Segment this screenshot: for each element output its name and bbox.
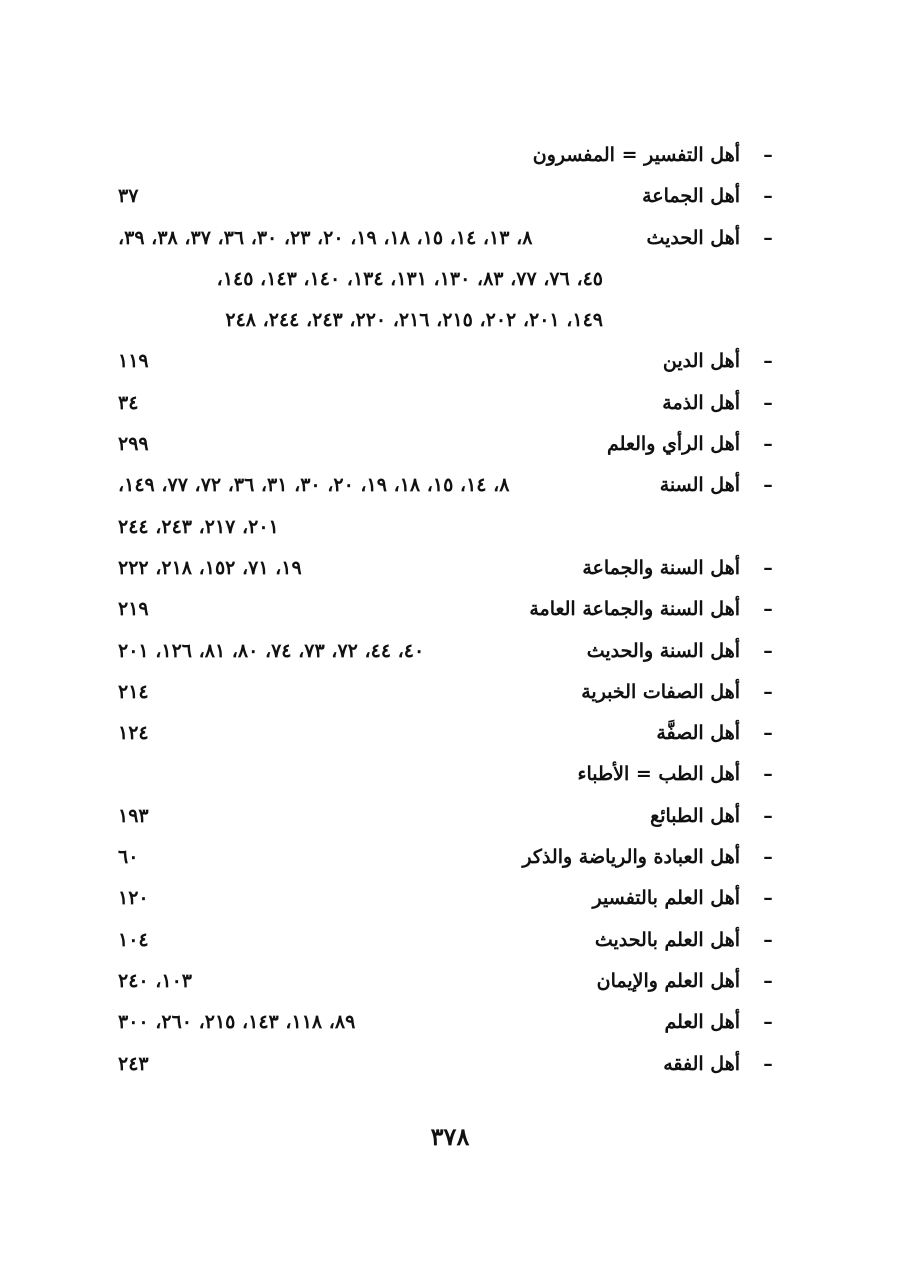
entry-line xyxy=(118,631,778,672)
entry-line xyxy=(118,837,778,878)
index-entries xyxy=(118,135,778,1085)
entry-line xyxy=(118,878,778,919)
entry-term: أهل العلم بالتفسير xyxy=(592,887,740,910)
index-entry xyxy=(118,920,778,961)
entry-page-numbers: ١١٩ xyxy=(118,350,149,373)
entry-dash: – xyxy=(763,804,773,827)
entry-term: أهل السنة والحديث xyxy=(586,639,740,662)
entry-line xyxy=(118,589,778,630)
entry-dash: – xyxy=(763,887,773,910)
entry-line xyxy=(118,548,778,589)
index-entry xyxy=(118,754,778,795)
entry-line xyxy=(118,341,778,382)
entry-dash: – xyxy=(763,474,773,497)
index-entry xyxy=(118,961,778,1002)
entry-page-numbers: ٦٠ xyxy=(118,846,139,869)
index-entry xyxy=(118,341,778,382)
entry-dash: – xyxy=(763,433,773,456)
entry-dash: – xyxy=(763,185,773,208)
entry-dash: – xyxy=(763,763,773,786)
index-entry xyxy=(118,1044,778,1085)
entry-dash: – xyxy=(763,144,773,166)
index-entry xyxy=(118,465,778,548)
index-entry xyxy=(118,548,778,589)
entry-page-numbers: ١٢٠ xyxy=(118,887,149,910)
entry-term: أهل الصفَّة xyxy=(656,722,740,745)
index-entry xyxy=(118,672,778,713)
index-entry xyxy=(118,589,778,630)
index-entry xyxy=(118,176,778,217)
entry-page-numbers: ١٩٣ xyxy=(118,804,149,827)
entry-dash: – xyxy=(763,226,773,249)
entry-term: أهل الطب = الأطباء xyxy=(577,763,740,786)
entry-term: أهل الطبائع xyxy=(650,804,740,827)
entry-line xyxy=(118,424,778,465)
entry-dash: – xyxy=(763,350,773,373)
entry-page-numbers: ٢١٤ xyxy=(118,680,149,703)
entry-term: أهل السنة xyxy=(659,474,740,497)
entry-line xyxy=(118,383,778,424)
entry-page-numbers: ٨٩، ١١٨، ١٤٣، ٢١٥، ٢٦٠، ٣٠٠ xyxy=(118,1011,356,1034)
entry-term: أهل الحديث xyxy=(646,226,740,249)
index-entry xyxy=(118,424,778,465)
index-entry xyxy=(118,135,778,176)
entry-page-numbers: ٢١٩ xyxy=(118,598,149,621)
index-entry xyxy=(118,837,778,878)
entry-page-numbers: ٢٠١، ٢١٧، ٢٤٣، ٢٤٤ xyxy=(118,515,279,538)
entry-term: أهل العلم بالحديث xyxy=(594,928,740,951)
entry-page-numbers: ٤٠، ٤٤، ٧٢، ٧٣، ٧٤، ٨٠، ٨١، ١٢٦، ٢٠١ xyxy=(118,639,425,662)
index-entry xyxy=(118,1002,778,1043)
entry-term: أهل الجماعة xyxy=(642,185,740,208)
entry-page-numbers: ١٠٤ xyxy=(118,928,149,951)
entry-line xyxy=(118,1002,778,1043)
entry-line xyxy=(118,1044,778,1085)
entry-line xyxy=(118,754,778,795)
entry-term: أهل الصفات الخبرية xyxy=(581,680,740,703)
entry-term: أهل السنة والجماعة xyxy=(582,556,740,579)
entry-line xyxy=(118,465,778,506)
entry-page-numbers: ٨، ١٣، ١٤، ١٥، ١٨، ١٩، ٢٠، ٢٣، ٣٠، ٣٦، ٣٧، ٣٨، ٣٩، xyxy=(118,226,533,249)
entry-line xyxy=(118,713,778,754)
index-entry xyxy=(118,878,778,919)
entry-term: أهل السنة والجماعة العامة xyxy=(529,598,740,621)
entry-dash: – xyxy=(763,1052,773,1075)
entry-line xyxy=(118,218,778,259)
entry-term: أهل العبادة والرياضة والذكر xyxy=(522,846,740,869)
entry-continuation-line xyxy=(118,507,778,548)
entry-page-numbers: ٤٥، ٧٦، ٧٧، ٨٣، ١٣٠، ١٣١، ١٣٤، ١٤٠، ١٤٣، ١٤٥، xyxy=(216,267,603,290)
entry-page-numbers: ٢٩٩ xyxy=(118,433,149,456)
entry-dash: – xyxy=(763,969,773,992)
page-number: ٣٧٨ xyxy=(430,1122,470,1151)
index-entry xyxy=(118,796,778,837)
entry-dash: – xyxy=(763,556,773,579)
entry-page-numbers: ١٤٩، ٢٠١، ٢٠٢، ٢١٥، ٢١٦، ٢٢٠، ٢٤٣، ٢٤٤، ٢٤٨ xyxy=(225,309,603,332)
entry-term: أهل الفقه xyxy=(663,1052,740,1075)
entry-dash: – xyxy=(763,1011,773,1034)
entry-page-numbers: ١٠٣، ٢٤٠ xyxy=(118,969,192,992)
entry-page-numbers: ١٩، ٧١، ١٥٢، ٢١٨، ٢٢٢ xyxy=(118,556,302,579)
entry-term: أهل الرأي والعلم xyxy=(607,433,740,456)
entry-page-numbers: ٨، ١٤، ١٥، ١٨، ١٩، ٢٠، ٣٠، ٣١، ٣٦، ٧٢، ٧٧، ١٤٩، xyxy=(118,474,510,497)
entry-dash: – xyxy=(763,598,773,621)
entry-term: أهل العلم xyxy=(664,1011,740,1034)
entry-continuation-line xyxy=(118,300,778,341)
entry-line xyxy=(118,135,778,176)
entry-dash: – xyxy=(763,928,773,951)
entry-page-numbers: ١٢٤ xyxy=(118,722,149,745)
entry-term: أهل الذمة xyxy=(662,391,740,414)
entry-line xyxy=(118,176,778,217)
entry-dash: – xyxy=(763,639,773,662)
entry-dash: – xyxy=(763,680,773,703)
entry-dash: – xyxy=(763,722,773,745)
entry-page-numbers: ٢٤٣ xyxy=(118,1052,149,1075)
index-entry xyxy=(118,218,778,342)
entry-term: أهل العلم والإيمان xyxy=(596,969,740,992)
index-entry xyxy=(118,383,778,424)
entry-term: أهل التفسير = المفسرون xyxy=(532,144,740,166)
index-entry xyxy=(118,713,778,754)
entry-line xyxy=(118,672,778,713)
entry-line xyxy=(118,796,778,837)
entry-dash: – xyxy=(763,846,773,869)
entry-line xyxy=(118,920,778,961)
entry-continuation-line xyxy=(118,259,778,300)
entry-term: أهل الدين xyxy=(662,350,740,373)
entry-page-numbers: ٣٤ xyxy=(118,391,139,414)
entry-line xyxy=(118,961,778,1002)
entry-page-numbers: ٣٧ xyxy=(118,185,139,208)
entry-dash: – xyxy=(763,391,773,414)
index-entry xyxy=(118,631,778,672)
